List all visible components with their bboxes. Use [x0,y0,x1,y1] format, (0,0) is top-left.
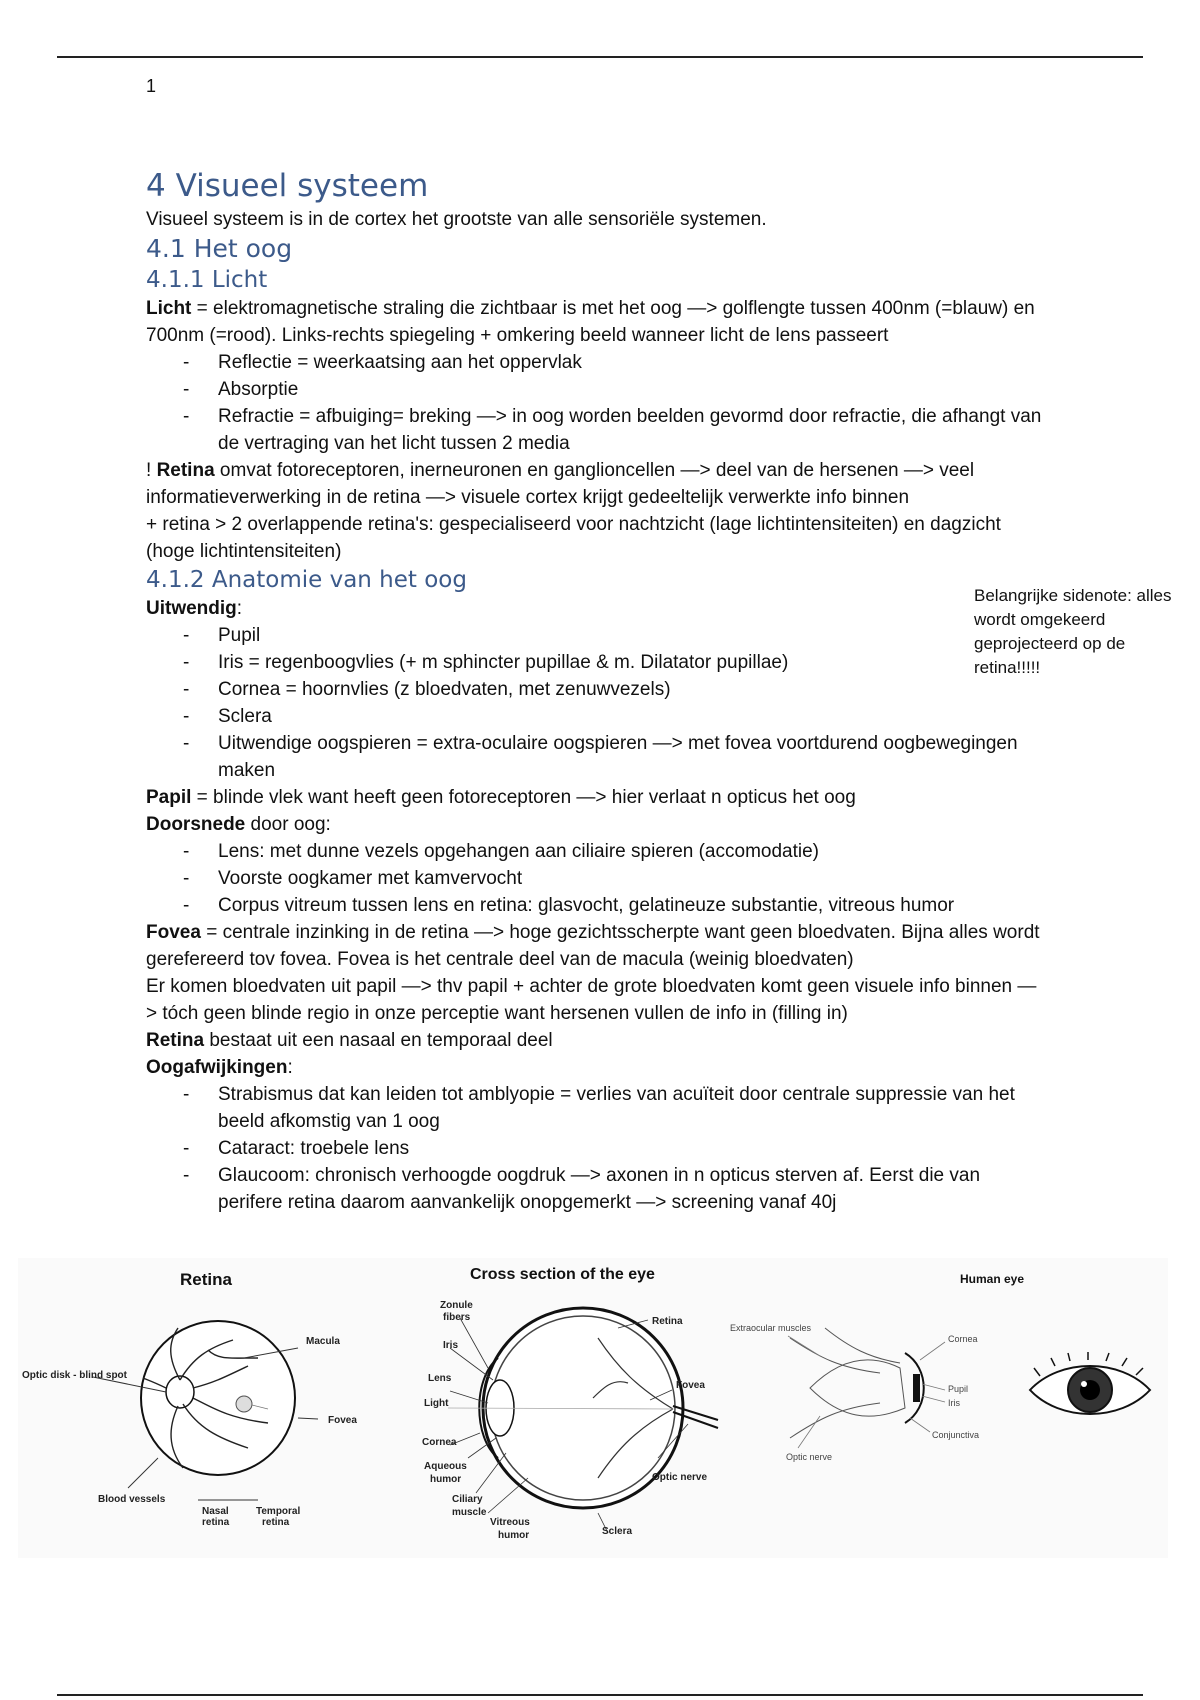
cross-label-retina: Retina [652,1316,683,1327]
cross-section-diagram [388,1288,748,1558]
leader-line [922,1384,945,1390]
fovea-text: = centrale inzinking in de retina —> hoge gezichtsscherpte want geen bloedvaten. Bijna alles wordt gerefereerd tov fovea. Fovea is het centrale deel van de macula (weinig bloedvaten) [146,922,1040,970]
term-licht: Licht [146,298,192,319]
eye-figures [18,1258,1168,1558]
doorsnede-list [146,838,1046,919]
licht-definition: = elektromagnetische straling die zichtbaar is met het oog —> golflengte tussen 400nm (=blauw) en 700nm (=rood). Links-rechts spiegeling + omkering beeld wanneer licht de lens passeert [146,298,1035,346]
bloedvaten-paragraph: Er komen bloedvaten uit papil —> thv papil + achter de grote bloedvaten komt geen visuele info binnen —> tóch geen blinde regio in onze perceptie want hersenen vullen de info in (filling in) [146,976,1037,1024]
retina-label-optic: Optic disk - blind spot [22,1370,127,1381]
leader-line [460,1318,488,1368]
list-item: - Cataract: troebele lens [146,1135,1046,1162]
heading-het-oog: 4.1 Het oog [146,234,293,263]
oogafwijkingen-list [146,1081,1046,1216]
leader-line [450,1348,493,1380]
retina-label-macula: Macula [306,1336,340,1347]
list-item: - Absorptie [146,376,1046,403]
human-eye-title: Human eye [960,1272,1025,1286]
human-label-cornea: Cornea [948,1334,978,1344]
cross-label-vitreous-2: humor [498,1530,530,1541]
top-rule [57,56,1143,58]
list-item: - Sclera [146,703,1046,730]
licht-list [146,349,1046,457]
human-eye-diagram [730,1298,1168,1478]
leader-line [798,1416,820,1448]
human-label-pupil: Pupil [948,1384,969,1394]
cross-label-optic: Optic nerve [652,1472,708,1483]
document-body [146,166,1046,1216]
list-item: - Voorste oogkamer met kamvervocht [146,865,1046,892]
heading-anatomie: 4.1.2 Anatomie van het oog [146,567,467,593]
retina-diagram [18,1288,378,1528]
fovea-paragraph [146,919,1046,973]
retina-label-nasal-1: Nasal [202,1506,229,1517]
doorsnede-label [146,811,1046,838]
licht-paragraph [146,295,1046,349]
human-label-extraocular: Extraocular muscles [730,1323,812,1333]
muscle-outline [790,1328,905,1438]
leader-line [788,1336,820,1356]
uitwendig-label [146,595,1046,622]
retina-figure-title: Retina [180,1270,232,1289]
leader-line [910,1418,930,1432]
cross-label-cornea: Cornea [422,1437,457,1448]
list-item: - Cornea = hoornvlies (z bloedvaten, met zenuwvezels) [146,676,1046,703]
retina-label-fovea: Fovea [328,1415,357,1426]
cross-label-lens: Lens [428,1373,452,1384]
intro-paragraph: Visueel systeem is in de cortex het grootste van alle sensoriële systemen. [146,209,767,230]
cross-label-light: Light [424,1398,449,1409]
retina-fundus [141,1321,295,1475]
bottom-rule [57,1694,1143,1696]
exclamation: ! [146,460,157,481]
list-item: - Iris = regenboogvlies (+ m sphincter pupillae & m. Dilatator pupillae) [146,649,1046,676]
list-item: - Uitwendige oogspieren = extra-oculaire oogspieren —> met fovea voortdurend oogbewegingen maken [146,730,1046,784]
sidenote: Belangrijke sidenote: alles wordt omgekeerd geprojecteerd op de retina!!!!! [974,586,1172,677]
leader-line [298,1418,318,1419]
oogafwijkingen-suffix: : [287,1057,293,1078]
term-doorsnede: Doorsnede [146,814,246,835]
cross-label-iris: Iris [443,1340,459,1351]
cross-label-sclera: Sclera [602,1526,633,1537]
uitwendig-list [146,622,1046,784]
leader-line [922,1396,945,1402]
retina-label-vessels: Blood vessels [98,1494,166,1505]
human-label-iris: Iris [948,1398,960,1408]
retina-deel-paragraph [146,1027,1046,1054]
cross-label-vitreous-1: Vitreous [490,1517,530,1528]
human-pupil [913,1374,920,1402]
retina-more-paragraph: + retina > 2 overlappende retina's: gespecialiseerd voor nachtzicht (lage lichtintensiteiten) en dagzicht (hoge lichtintensiteiten) [146,514,1001,562]
human-label-optic: Optic nerve [786,1452,833,1462]
cross-label-ciliary-1: Ciliary [452,1494,483,1505]
cross-section-title: Cross section of the eye [470,1266,655,1283]
papil-paragraph [146,784,1046,811]
cross-label-fovea: Fovea [676,1380,705,1391]
list-item: - Corpus vitreum tussen lens en retina: glasvocht, gelatineuze substantie, vitreous humor [146,892,1046,919]
cross-label-zonule-1: Zonule [440,1300,473,1311]
cross-label-ciliary-2: muscle [452,1507,487,1518]
term-fovea: Fovea [146,922,201,943]
list-item: - Strabismus dat kan leiden tot amblyopie = verlies van acuïteit door centrale suppressie van het beeld afkomstig van 1 oog [146,1081,1046,1135]
leader-line [476,1453,506,1493]
list-item: - Glaucoom: chronisch verhoogde oogdruk —> axonen in n opticus sterven af. Eerst die van perifere retina daarom aanvankelijk onopgemerkt —> screening vanaf 40j [146,1162,1046,1216]
human-label-conjunctiva: Conjunctiva [932,1430,980,1440]
page-number: 1 [146,76,157,96]
cross-label-aqueous-1: Aqueous [424,1461,467,1472]
cross-label-zonule-2: fibers [443,1312,471,1323]
term-retina-2: Retina [146,1030,205,1051]
list-item: - Refractie = afbuiging= breking —> in oog worden beelden gevormd door refractie, die afhangt van de vertraging van het licht tussen 2 media [146,403,1046,457]
term-papil: Papil [146,787,192,808]
heading-licht: 4.1.1 Licht [146,267,268,293]
retina-label-temporal-1: Temporal [256,1506,301,1517]
retina-text: omvat fotoreceptoren, inerneuronen en ganglioncellen —> deel van de hersenen —> veel informatieverwerking in de retina —> visuele cortex krijgt gedeeltelijk verwerkte info binnen [146,460,975,508]
heading-visueel-systeem: 4 Visueel systeem [146,168,429,204]
oogafwijkingen-label [146,1054,1046,1081]
leader-line [128,1458,158,1488]
uitwendig-suffix: : [236,598,243,619]
doorsnede-suffix: door oog: [245,814,331,835]
list-item: - Reflectie = weerkaatsing aan het oppervlak [146,349,1046,376]
retina-label-temporal-2: retina [262,1517,290,1528]
retina-label-nasal-2: retina [202,1517,230,1528]
leader-line [920,1342,945,1360]
retina-deel-text: bestaat uit een nasaal en temporaal deel [204,1030,553,1051]
external-eye [1030,1352,1150,1414]
term-uitwendig: Uitwendig [146,598,237,619]
list-item: - Lens: met dunne vezels opgehangen aan ciliaire spieren (accomodatie) [146,838,1046,865]
retina-paragraph [146,457,1046,511]
fovea-spot [236,1396,252,1412]
papil-text: = blinde vlek want heeft geen fotoreceptoren —> hier verlaat n opticus het oog [191,787,856,808]
leader-line [488,1478,528,1513]
term-retina: Retina [156,460,215,481]
term-oogafwijkingen: Oogafwijkingen [146,1057,288,1078]
cross-label-aqueous-2: humor [430,1474,462,1485]
list-item: - Pupil [146,622,1046,649]
optic-disk [166,1376,194,1408]
